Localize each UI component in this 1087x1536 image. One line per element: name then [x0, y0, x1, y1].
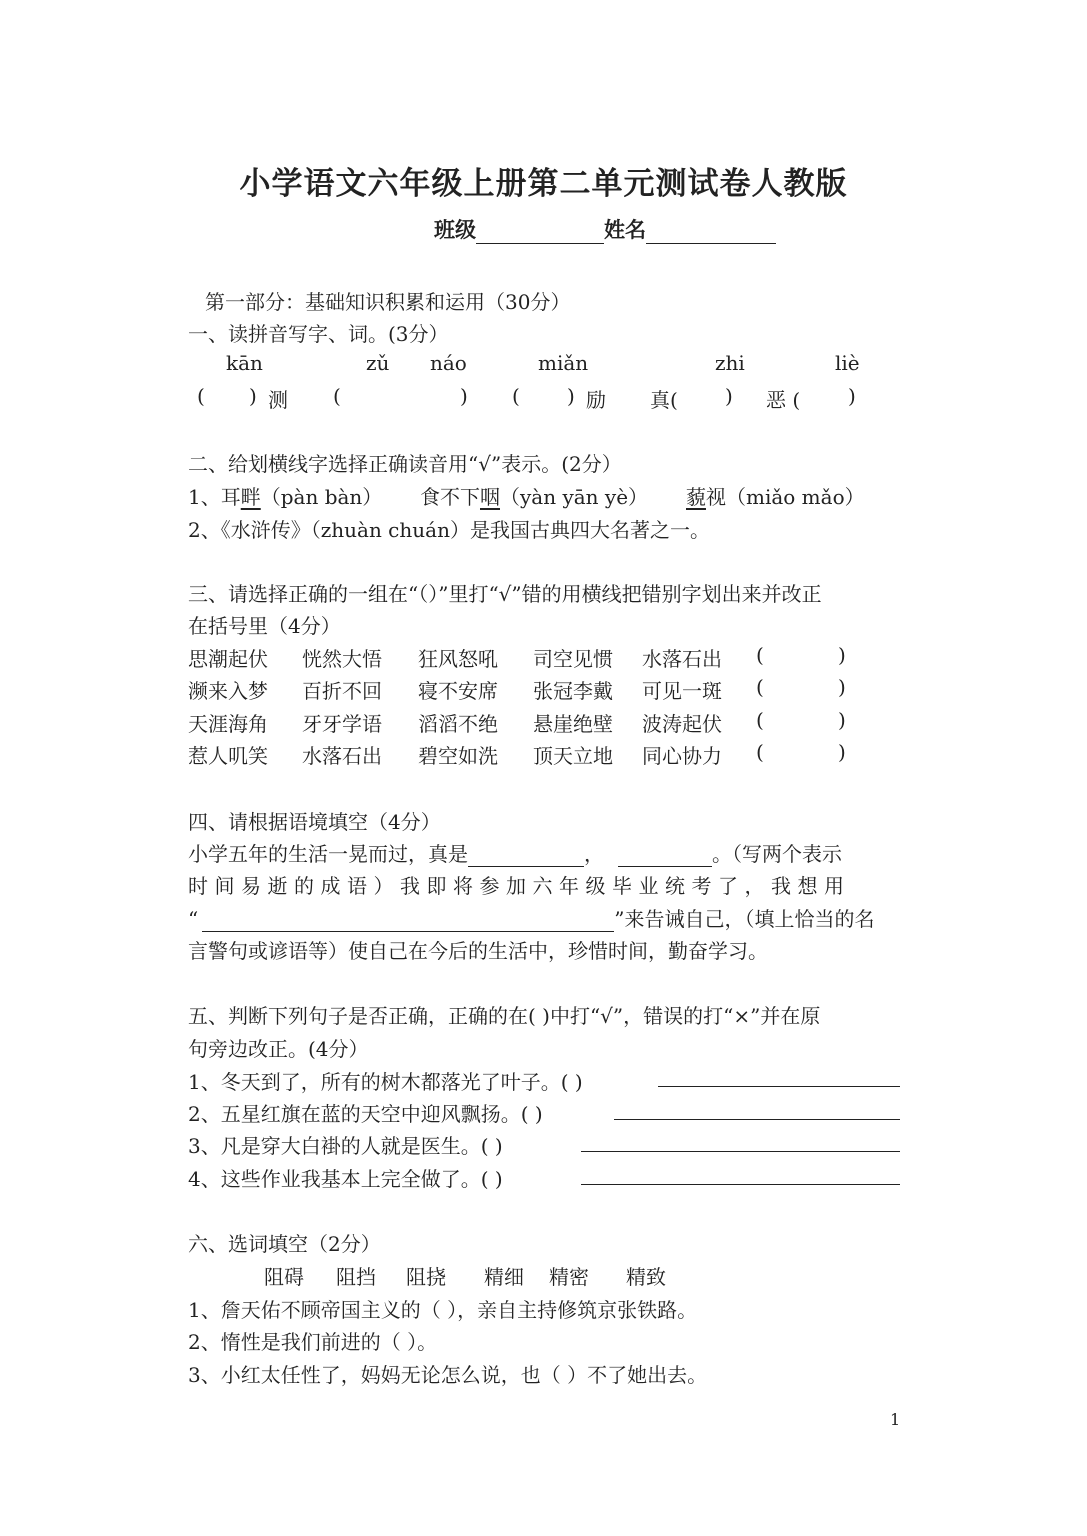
q6-item-2: 2、惰性是我们前进的（ ）。	[188, 1330, 438, 1354]
q3-row2-close: )	[838, 675, 846, 699]
q4-motto-blank[interactable]	[202, 913, 614, 932]
q3-row1-w4: 司空见惯	[533, 647, 613, 671]
q3-row4-w1: 惹人叽笑	[188, 744, 268, 768]
q3-row1-w5: 水落石出	[642, 647, 722, 671]
page-number: 1	[890, 1410, 901, 1429]
q2-item1-underlined: 畔	[240, 485, 261, 509]
q1-heading: 一、读拼音写字、词。(3分）	[188, 322, 449, 346]
q1-char-1: 测	[268, 388, 288, 412]
q4-idiom-blank-2[interactable]	[618, 848, 712, 867]
q6-word-3: 阻挠	[406, 1265, 446, 1289]
q3-row3-w1: 天涯海角	[188, 712, 268, 736]
q3-row1-w3: 狂风怒吼	[418, 647, 498, 671]
q6-heading: 六、选词填空（2分）	[188, 1232, 381, 1256]
q3-row3-w2: 牙牙学语	[302, 712, 382, 736]
q3-row3-w4: 悬崖绝壁	[533, 712, 613, 736]
q5-item-2: 2、五星红旗在蓝的天空中迎风飘扬。( )	[188, 1102, 543, 1126]
q3-row4-close: )	[838, 740, 846, 764]
q6-item-3: 3、小红太任性了，妈妈无论怎么说，也（ ）不了她出去。	[188, 1363, 708, 1387]
name-blank	[646, 219, 776, 244]
q3-heading-1: 三、请选择正确的一组在“（）”里打“√”错的用横线把错别字划出来并改正	[188, 582, 822, 606]
q5-answer-line-4[interactable]	[581, 1166, 900, 1185]
q3-row2-open: (	[756, 675, 764, 699]
q4-line1-comma: ，	[584, 842, 604, 866]
q5-item-4: 4、这些作业我基本上完全做了。( )	[188, 1167, 503, 1191]
q2-heading: 二、给划横线字选择正确读音用“√”表示。(2分）	[188, 452, 622, 476]
q1-blank-open-2: (	[333, 384, 341, 408]
q1-pinyin-3: náo	[430, 351, 467, 375]
q4-idiom-blank-1[interactable]	[468, 848, 584, 867]
page-title: 小学语文六年级上册第二单元测试卷人教版	[239, 166, 848, 202]
name-label: 姓名	[604, 218, 646, 242]
q1-pinyin-6: liè	[835, 351, 860, 375]
q2-item1-pinyin: （pàn bàn）	[260, 485, 383, 509]
q6-word-5: 精密	[549, 1265, 589, 1289]
q6-word-1: 阻碍	[264, 1265, 304, 1289]
q2-line1-c	[686, 481, 865, 510]
q1-pinyin-1: kān	[226, 351, 263, 375]
q3-row1-w1: 思潮起伏	[188, 647, 268, 671]
q6-word-6: 精致	[626, 1265, 666, 1289]
q2-item3-rest: 视（miǎo mǎo）	[706, 485, 865, 509]
q4-line2: 时间易逝的成语）我即将参加六年级毕业统考了，我想用	[188, 874, 851, 898]
q1-blank-close-2: )	[460, 384, 468, 408]
q2-line2: 2、《水浒传》（zhuàn chuán）是我国古典四大名著之一。	[188, 518, 710, 542]
q4-heading: 四、请根据语境填空（4分）	[188, 810, 441, 834]
q4-line3-open: “	[188, 907, 199, 931]
q3-row4-w4: 顶天立地	[533, 744, 613, 768]
q1-blank-close-1: )	[249, 384, 257, 408]
class-label: 班级	[434, 218, 476, 242]
q1-blank-close-3: )	[567, 384, 575, 408]
q3-row3-w5: 波涛起伏	[642, 712, 722, 736]
q1-pinyin-4: miǎn	[538, 351, 589, 375]
q1-blank-open-1: (	[197, 384, 205, 408]
q3-row3-w3: 滔滔不绝	[418, 712, 498, 736]
q1-blank-close-5: )	[848, 384, 856, 408]
part1-heading: 第一部分：基础知识积累和运用（30分）	[205, 290, 571, 314]
q3-row1-w2: 恍然大悟	[302, 647, 382, 671]
q2-line1-b	[420, 481, 648, 510]
q1-char-2: 励	[586, 388, 606, 412]
q3-row2-w1: 濒来入梦	[188, 679, 268, 703]
q6-item-1: 1、詹天佑不顾帝国主义的（ ），亲自主持修筑京张铁路。	[188, 1298, 698, 1322]
q5-answer-line-2[interactable]	[614, 1101, 900, 1120]
q3-row2-w3: 寝不安席	[418, 679, 498, 703]
q5-heading-1: 五、判断下列句子是否正确，正确的在( )中打“√”，错误的打“×”并在原	[188, 1004, 821, 1028]
q2-item3-underlined: 藐	[686, 485, 706, 509]
q4-line4: 言警句或谚语等）使自己在今后的生活中，珍惜时间，勤奋学习。	[188, 939, 768, 963]
q4-line1-text: 小学五年的生活一晃而过，真是	[188, 842, 468, 866]
q6-word-2: 阻挡	[336, 1265, 376, 1289]
q4-line3-rest: ”来告诫自己，（填上恰当的名	[614, 907, 875, 931]
q4-line1	[188, 838, 842, 867]
q2-item1-prefix: 1、耳	[188, 485, 241, 509]
q3-row4-w3: 碧空如洗	[418, 744, 498, 768]
q3-row3-open: (	[756, 708, 764, 732]
q1-pinyin-2: zǔ	[366, 351, 390, 375]
q3-row1-close: )	[838, 643, 846, 667]
q5-answer-line-1[interactable]	[658, 1068, 900, 1087]
class-blank	[476, 219, 604, 244]
q2-item2-prefix: 食不下	[420, 485, 480, 509]
q2-item2-pinyin: （yàn yān yè）	[500, 485, 649, 509]
q3-row1-open: (	[756, 643, 764, 667]
q3-row3-close: )	[838, 708, 846, 732]
q3-row2-w5: 可见一斑	[642, 679, 722, 703]
q1-blank-open-3: (	[512, 384, 520, 408]
q3-row2-w2: 百折不回	[302, 679, 382, 703]
q5-item-3: 3、凡是穿大白褂的人就是医生。( )	[188, 1134, 503, 1158]
q5-heading-2: 句旁边改正。(4分）	[188, 1037, 369, 1061]
q4-line1-end: 。（写两个表示	[712, 842, 842, 866]
q5-answer-line-3[interactable]	[581, 1133, 900, 1152]
q1-blank-close-4: )	[725, 384, 733, 408]
q6-word-4: 精细	[484, 1265, 524, 1289]
q5-item-1: 1、冬天到了，所有的树木都落光了叶子。( )	[188, 1070, 583, 1094]
q2-line1	[188, 481, 382, 510]
q4-line3	[188, 903, 874, 932]
q1-char-4: 恶 (	[766, 388, 801, 412]
q1-char-3: 真(	[650, 388, 678, 412]
q3-row4-w2: 水落石出	[302, 744, 382, 768]
q1-pinyin-5: zhi	[715, 351, 745, 375]
q2-item2-underlined: 咽	[480, 485, 500, 509]
q3-row4-open: (	[756, 740, 764, 764]
q3-heading-2: 在括号里（4分）	[188, 614, 341, 638]
q3-row4-w5: 同心协力	[642, 744, 722, 768]
q3-row2-w4: 张冠李戴	[533, 679, 613, 703]
student-info	[434, 214, 776, 244]
